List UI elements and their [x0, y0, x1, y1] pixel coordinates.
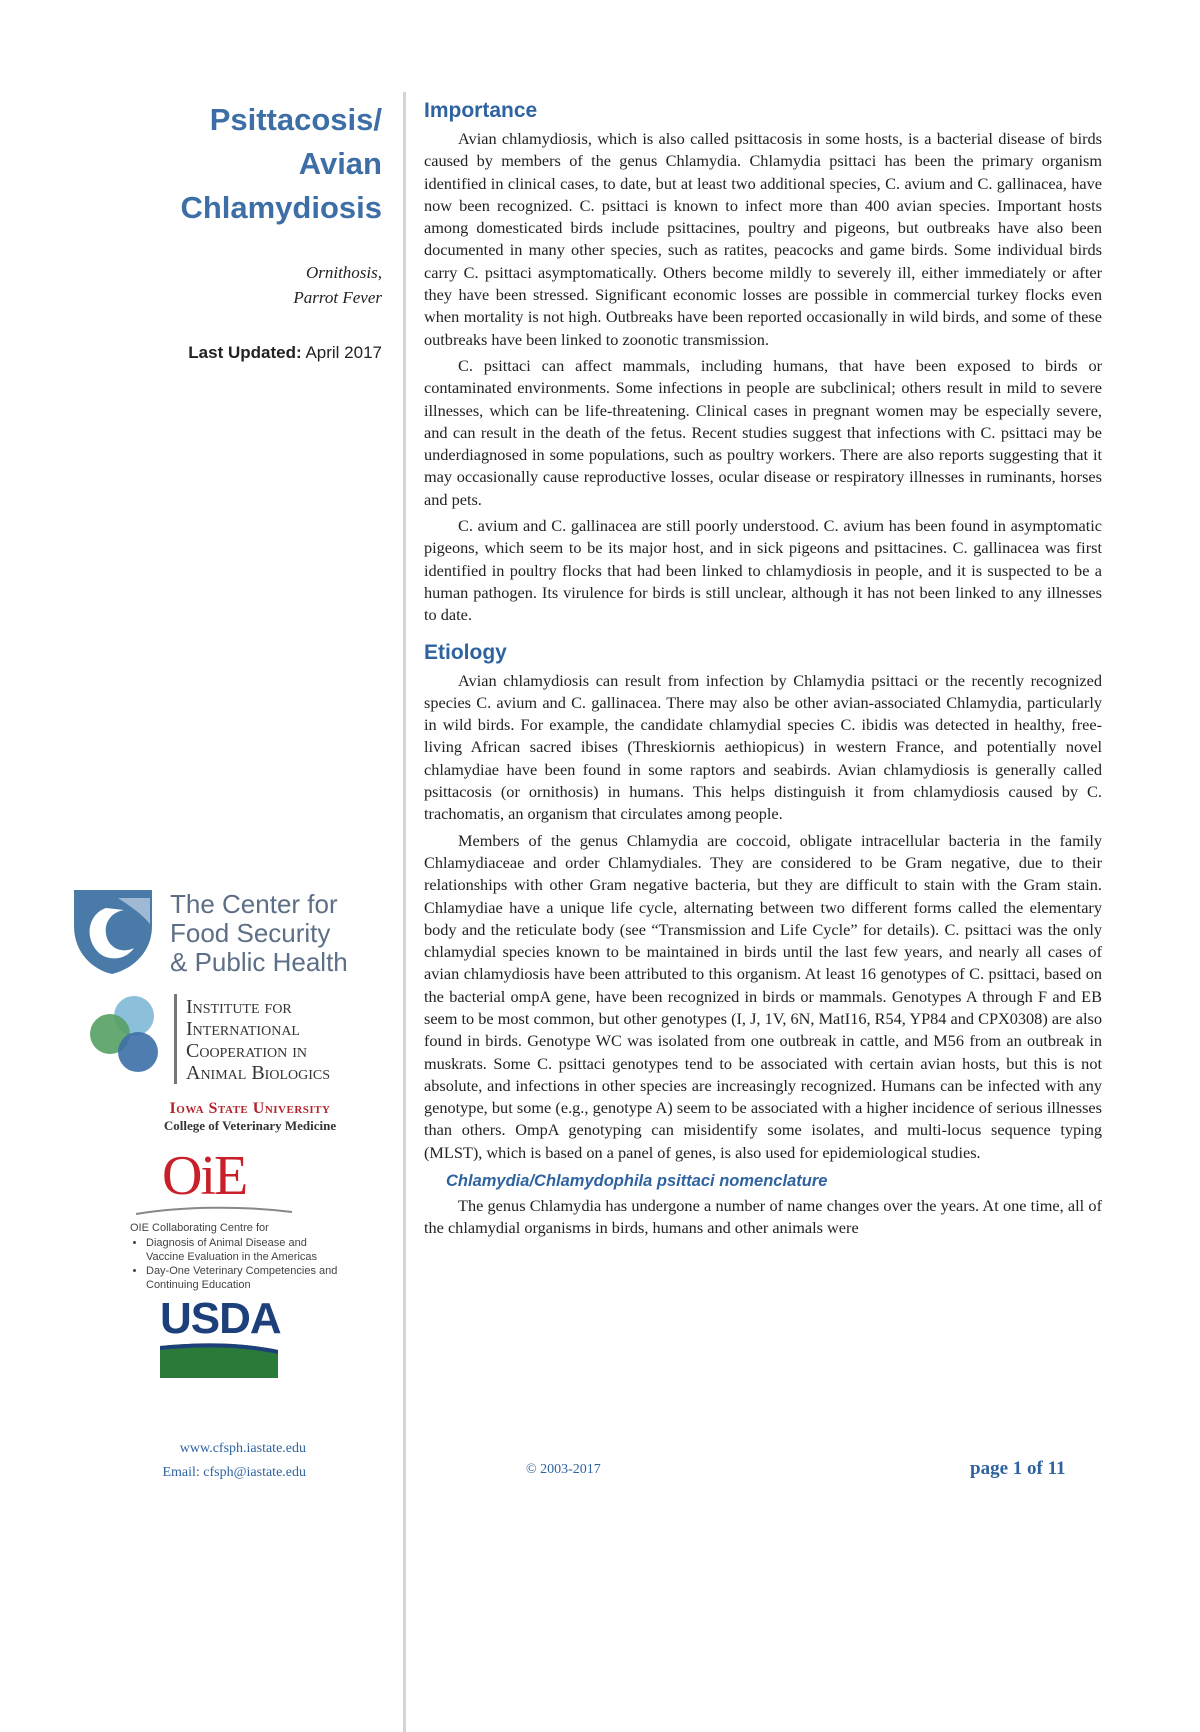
email-link[interactable]: Email: cfsph@iastate.edu	[162, 1465, 306, 1480]
usda-logo: USDA	[160, 1296, 280, 1378]
last-updated: Last Updated: April 2017	[188, 343, 382, 362]
sidebar	[60, 98, 382, 363]
usda-field-icon	[160, 1342, 278, 1378]
website-link[interactable]: www.cfsph.iastate.edu	[179, 1441, 306, 1456]
cfsph-shield-icon	[68, 886, 156, 976]
oie-item: • Diagnosis of Animal Disease and Vaccine Evaluation in the Americas	[146, 1236, 346, 1264]
page-number: page 1 of 11	[970, 1458, 1066, 1479]
oie-logo: OiE OIE Collaborating Centre for • Diagnosis of Animal Disease and Vaccine Evaluation in the Americas • Day-One Veterinary Competencies and Continuing Education	[130, 1148, 390, 1292]
cfsph-logo: The Center for Food Security & Public Health	[68, 886, 368, 976]
heading-etiology: Etiology	[424, 640, 507, 664]
importance-paragraph: C. avium and C. gallinacea are still poorly understood. C. avium has been found in asymptomatic pigeons, which seem to be its major host, and in sick pigeons and psittacines. C. gallinacea was first identified in poultry flocks that had been linked to chlamydiosis in people, and it is suspected to be a human pathogen. Its virulence for birds is still unclear, although it has not been linked to any illnesses to date.	[424, 516, 1102, 625]
isu-logo: Iowa State University College of Veterinary Medicine	[163, 1100, 337, 1133]
importance-paragraph: C. psittaci can affect mammals, including humans, that have been exposed to birds or contaminated environments. Some infections in people are subclinical; others result in mild to severe illnesses, which can be life-threatening. Clinical cases in pregnant women may be especially severe, and can result in the death of the fetus. Recent studies suggest that infections with C. psittaci may be underdiagnosed in some populations, such as poultry workers. There are also reports suggesting that it may occasionally cause reproductive losses, ocular disease or respiratory illnesses in ruminants, horses and pets.	[424, 355, 1102, 509]
synonyms: Ornithosis, Parrot Fever	[293, 263, 382, 307]
iicab-logo: Institute for International Cooperation in Animal Biologics	[86, 994, 386, 1094]
heading-importance: Importance	[424, 99, 538, 122]
importance-paragraph: Avian chlamydiosis, which is also called psittacosis in some hosts, is a bacterial disease of birds caused by members of the genus Chlamydia. Chlamydia psittaci has been the primary organism identified in clinical cases, to date, but at least two additional species, C. avium and C. gallinacea, have now been recognized. C. psittaci is known to infect more than 400 avian species. Important hosts among domesticated birds include psittacines, poultry and pigeons, but outbreaks have also been documented in many other species, such as ratites, peacocks and game birds. Some individual birds carry C. psittaci asymptomatically. Others become mildly to severely ill, either immediately or after they have been stressed. Significant economic losses are possible in commercial turkey flocks even when mortality is not high. Outbreaks have been reported occasionally in wild birds, and some of these outbreaks have been linked to zoonotic transmission.	[424, 129, 1102, 349]
heading-nomenclature: Chlamydia/Chlamydophila psittaci nomenclature	[446, 1172, 828, 1191]
etiology-paragraph: Members of the genus Chlamydia are coccoid, obligate intracellular bacteria in the family Chlamydiaceae and order Chlamydiales. They are considered to be Gram negative, due to their relationships with other Gram negative bacteria, but they are difficult to stain with the Gram stain. Chlamydiae have a unique life cycle, alternating between two different forms called the elementary body and the reticulate body (see “Transmission and Life Cycle” for details). C. psittaci was the only chlamydial species known to be maintained in birds until the last few years, and nearly all cases of avian chlamydiosis have been attributed to this organism. At least 16 genotypes of C. psittaci, based on the bacterial ompA gene, have been recognized in birds or mammals. Genotypes A through F and EB seem to be most common, but other genotypes (I, J, 1V, 6N, MatI16, R54, YP84 and CPX0308) are also found in birds. Genotype WC was isolated from one outbreak in cattle, and M56 from an outbreak in muskrats. Some C. psittaci genotypes tend to be associated with certain avian hosts, but this is not absolute, and infections in other species are increasingly recognized. Humans can be infected with any genotype, but some (e.g., genotype A) seem to be associated with a higher incidence of serious illnesses than others. OmpA genotyping can misidentify some isolates, and multi-locus sequence typing (MLST), which is based on a panel of genes, is also used for epidemiological studies.	[424, 830, 1102, 1162]
oie-item: • Day-One Veterinary Competencies and Continuing Education	[146, 1264, 346, 1292]
column-divider	[403, 92, 406, 1732]
etiology-paragraph: Avian chlamydiosis can result from infection by Chlamydia psittaci or the recently recognized species C. avium and C. gallinacea. There may also be other avian-associated Chlamydia, particularly in wild birds. For example, the candidate chlamydial species C. ibidis was detected in healthy, free-living African sacred ibises (Threskiornis aethiopicus) in western France, and potentially novel chlamydiae have been found in some raptors and seabirds. Avian chlamydiosis is generally called psittacosis (or ornithosis) in humans. This helps distinguish it from chlamydiosis caused by C. trachomatis, an organism that circulates among people.	[424, 670, 1102, 824]
document-title: Psittacosis/ Avian Chlamydiosis	[180, 102, 382, 225]
copyright: © 2003-2017	[526, 1462, 601, 1477]
nomenclature-paragraph: The genus Chlamydia has undergone a number of name changes over the years. At one time, all of the chlamydial organisms in birds, humans and other animals were	[424, 1196, 1102, 1238]
iicab-circles-icon	[86, 994, 166, 1078]
main-content	[424, 97, 1102, 1244]
